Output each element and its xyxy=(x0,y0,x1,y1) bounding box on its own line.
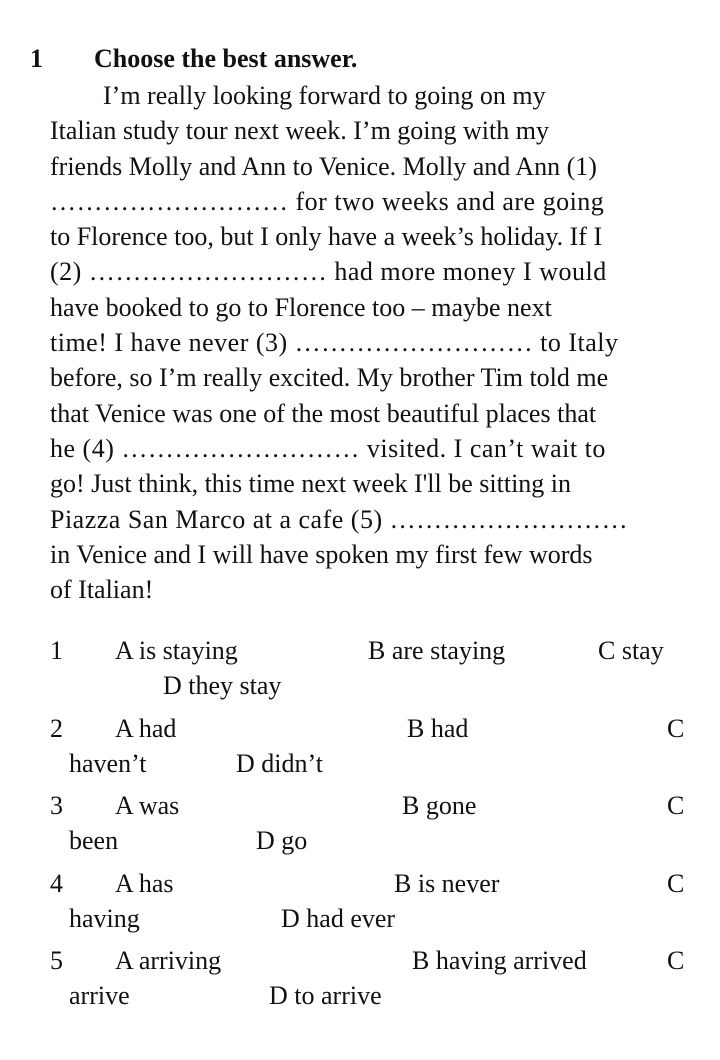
passage-line: before, so I’m really excited. My brother Tim told me xyxy=(50,363,609,393)
question-2 xyxy=(0,714,720,786)
question-3 xyxy=(0,791,720,863)
option-c-text: arrive xyxy=(69,981,130,1010)
passage-line: he (4) ……………………… visited. I can’t wait to xyxy=(50,433,606,463)
option-c-text: been xyxy=(69,826,119,855)
passage-line: ……………………… for two weeks and are going xyxy=(50,186,605,216)
option-d: D had ever xyxy=(281,904,396,933)
option-b: B had xyxy=(407,714,469,743)
question-5 xyxy=(0,946,720,1018)
option-c-letter: C xyxy=(667,791,685,820)
passage-line: (2) ……………………… had more money I would xyxy=(50,257,607,287)
question-number: 5 xyxy=(50,946,63,975)
option-b: B are staying xyxy=(368,636,506,665)
passage-line: go! Just think, this time next week I'll be sitting in xyxy=(50,469,572,499)
option-c-letter: C xyxy=(667,714,685,743)
passage-line: Italian study tour next week. I’m going with my xyxy=(50,116,549,146)
question-number: 3 xyxy=(50,791,63,820)
question-number: 1 xyxy=(50,636,63,665)
passage-line: of Italian! xyxy=(50,575,154,605)
option-d: D they stay xyxy=(163,671,282,700)
exercise-heading xyxy=(30,42,357,76)
option-b: B having arrived xyxy=(412,946,587,975)
option-c-text: haven’t xyxy=(69,749,147,778)
passage-line: have booked to go to Florence too – maybe next xyxy=(50,292,552,322)
option-b: B is never xyxy=(394,869,500,898)
passage-line: I’m really looking forward to going on my xyxy=(103,81,546,110)
option-d: D didn’t xyxy=(236,749,323,778)
passage-line: friends Molly and Ann to Venice. Molly and Ann (1) xyxy=(50,151,597,181)
question-number: 2 xyxy=(50,714,63,743)
option-a: A had xyxy=(115,714,177,743)
option-a: A was xyxy=(115,791,180,820)
question-1 xyxy=(0,636,720,708)
option-a: A has xyxy=(115,869,174,898)
option-d: D go xyxy=(256,826,308,855)
option-c-text: having xyxy=(69,904,140,933)
passage-line: to Florence too, but I only have a week’s holiday. If I xyxy=(50,222,603,252)
exercise-number: 1 xyxy=(30,44,43,73)
exercise-instruction: Choose the best answer. xyxy=(94,44,358,73)
reading-passage xyxy=(50,78,695,607)
question-4 xyxy=(0,869,720,941)
passage-line: in Venice and I will have spoken my first few words xyxy=(50,539,593,569)
option-b: B gone xyxy=(402,791,477,820)
passage-line: that Venice was one of the most beautiful places that xyxy=(50,398,597,428)
option-a: A arriving xyxy=(115,946,222,975)
option-c-letter: C xyxy=(667,869,685,898)
option-c-letter: C xyxy=(667,946,685,975)
option-c: C stay xyxy=(598,636,664,665)
option-a: A is staying xyxy=(115,636,238,665)
passage-line: Piazza San Marco at a cafe (5) ……………………… xyxy=(50,504,629,534)
passage-line: time! I have never (3) ……………………… to Italy xyxy=(50,328,619,358)
option-d: D to arrive xyxy=(269,981,382,1010)
question-number: 4 xyxy=(50,869,63,898)
